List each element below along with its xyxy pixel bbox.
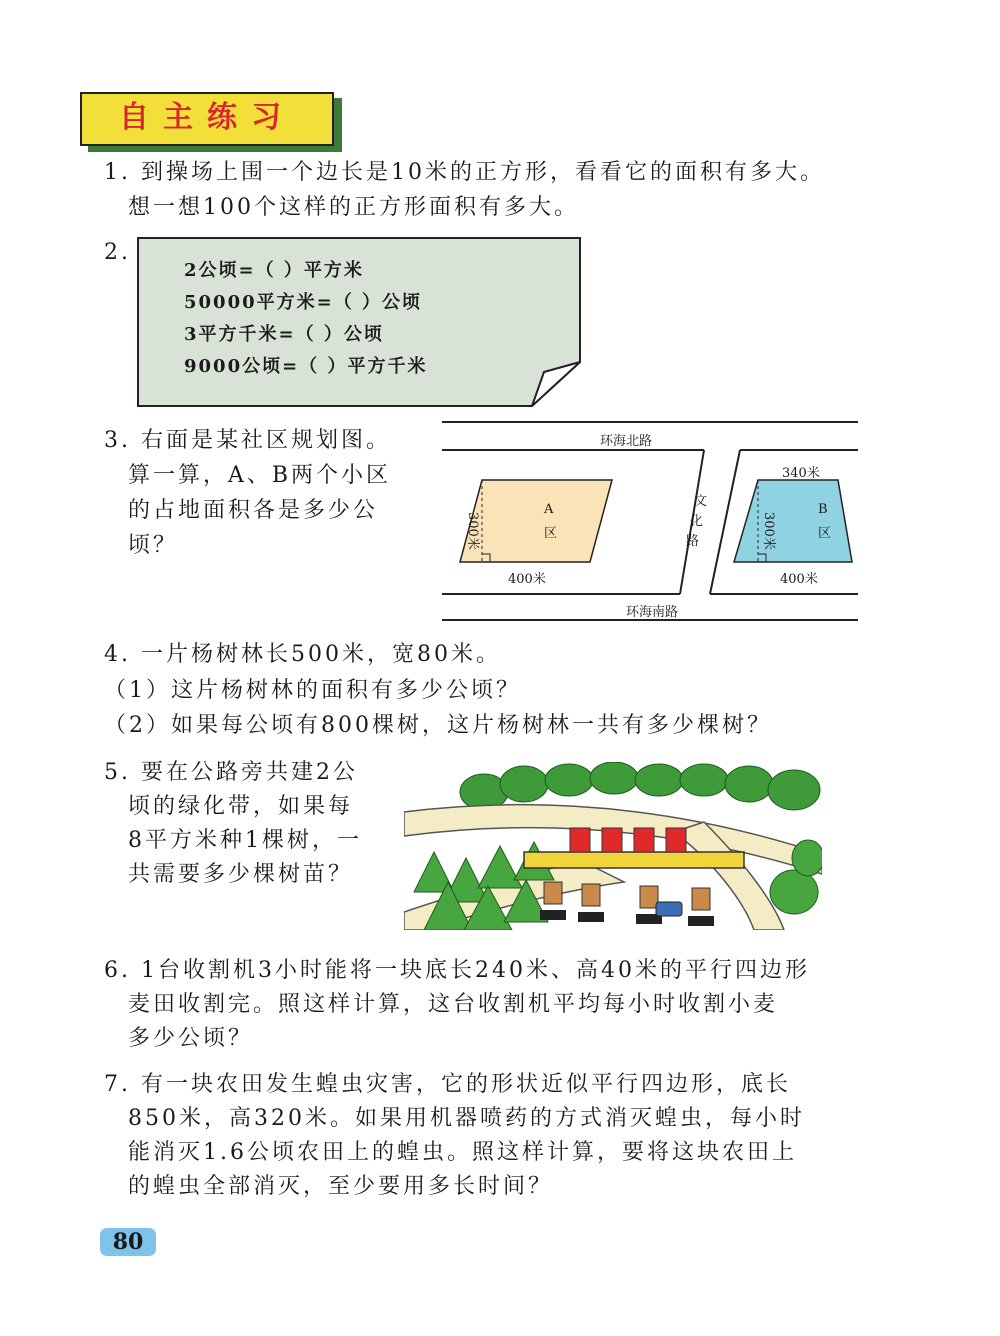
zone-a-base-label: 400米 xyxy=(508,572,546,587)
problem-7-line-3: 能消灭1.6公顷农田上的蝗虫。照这样计算，要将这块农田上 xyxy=(128,1140,797,1165)
problem-5-line-1: 5. 要在公路旁共建2公 xyxy=(104,760,358,785)
problem-6-line-1: 6. 1台收割机3小时能将一块底长240米、高40米的平行四边形 xyxy=(104,958,810,983)
problem-3-line-2: 算一算，A、B两个小区 xyxy=(128,463,392,488)
problem-3-line-1: 3. 右面是某社区规划图。 xyxy=(104,428,391,453)
problem-4-question-1: （1）这片杨树林的面积有多少公顷？ xyxy=(104,678,521,703)
problem-5-line-2: 顷的绿化带，如果每 xyxy=(128,794,354,819)
problem-1-line-2: 想一想100个这样的正方形面积有多大。 xyxy=(128,195,579,220)
conversion-row-2: 50000平方米=（ ）公顷 xyxy=(184,292,422,313)
middle-road-char-1: 文 xyxy=(694,494,708,509)
zone-b-height-label: 300米 xyxy=(761,512,776,550)
zone-a-height-label: 300米 xyxy=(465,512,480,550)
conversion-row-4: 9000公顷=（ ）平方千米 xyxy=(184,356,428,377)
problem-5-line-3: 8平方米种1棵树，一 xyxy=(128,828,362,853)
section-title-badge xyxy=(80,92,334,146)
south-road-label: 环海南路 xyxy=(626,605,679,620)
problem-6-line-3: 多少公顷？ xyxy=(128,1026,254,1051)
problem-6-line-2: 麦田收割完。照这样计算，这台收割机平均每小时收割小麦 xyxy=(128,992,779,1017)
problem-4-line-1: 4. 一片杨树林长500米，宽80米。 xyxy=(104,642,501,667)
zone-b-name-2: 区 xyxy=(818,526,832,541)
problem-7-line-2: 850米，高320米。如果用机器喷药的方式消灭蝗虫，每小时 xyxy=(128,1106,805,1131)
page-number-badge: 80 xyxy=(100,1228,156,1256)
conversion-row-3: 3平方千米=（ ）公顷 xyxy=(184,324,384,345)
conversion-row-1: 2公顷=（ ）平方米 xyxy=(184,260,364,281)
zone-b-base-label: 400米 xyxy=(780,572,818,587)
highway-toll-illustration xyxy=(404,762,822,930)
problem-3-line-3: 的占地面积各是多少公 xyxy=(128,498,379,523)
middle-road-char-3: 路 xyxy=(686,534,700,549)
middle-road-char-2: 化 xyxy=(690,514,704,529)
zone-b-top-label: 340米 xyxy=(782,466,820,481)
problem-3-line-4: 顷？ xyxy=(128,533,179,558)
zone-b-shape xyxy=(734,480,852,562)
zone-a-name-2: 区 xyxy=(544,526,558,541)
zone-a-name-1: A xyxy=(544,502,554,517)
problem-7-line-4: 的蝗虫全部消灭，至少要用多长时间？ xyxy=(128,1174,554,1199)
north-road-label: 环海北路 xyxy=(600,434,653,449)
section-title: 自主练习 xyxy=(119,100,295,135)
zone-b-name-1: B xyxy=(818,502,828,517)
problem-7-line-1: 7. 有一块农田发生蝗虫灾害，它的形状近似平行四边形，底长 xyxy=(104,1072,791,1097)
problem-4-question-2: （2）如果每公顷有800棵树，这片杨树林一共有多少棵树？ xyxy=(104,713,772,738)
problem-5-line-4: 共需要多少棵树苗？ xyxy=(128,862,354,887)
problem-1-line-1: 1. 到操场上围一个边长是10米的正方形，看看它的面积有多大。 xyxy=(104,160,825,185)
problem-2-number: 2. xyxy=(104,240,131,265)
